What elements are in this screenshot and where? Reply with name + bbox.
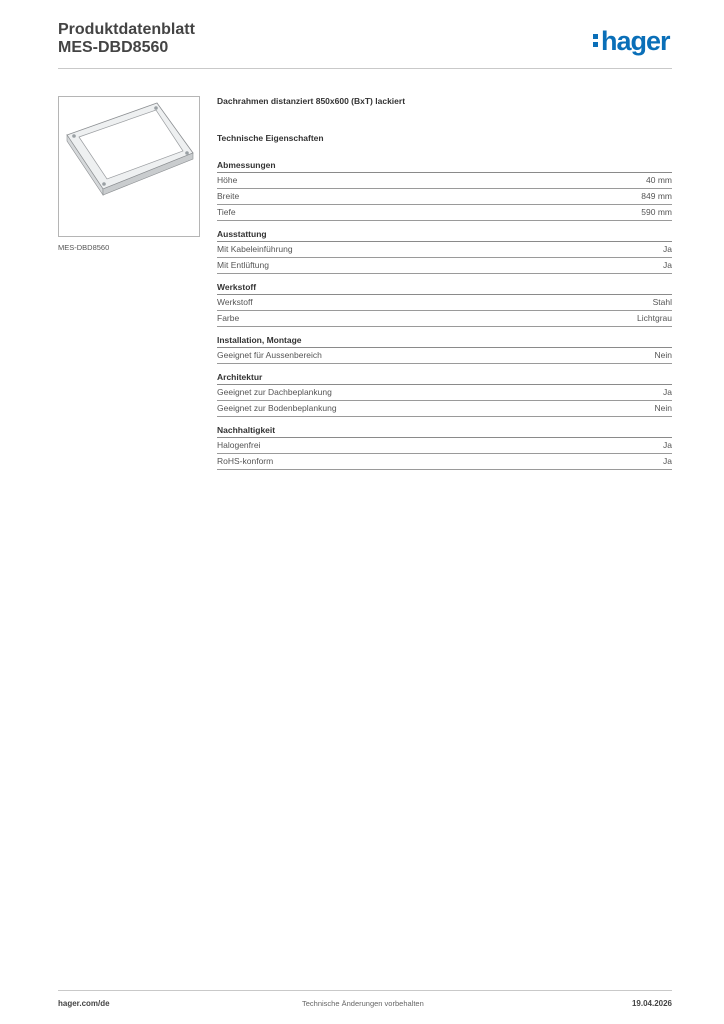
product-description: Dachrahmen distanziert 850x600 (BxT) lackiert <box>217 96 406 106</box>
table-row <box>217 295 672 311</box>
section-title: Nachhaltigkeit <box>217 424 672 438</box>
footer-notice: Technische Änderungen vorbehalten <box>302 999 424 1008</box>
property-value: Ja <box>663 244 672 254</box>
table-row <box>217 401 672 417</box>
product-number: MES-DBD8560 <box>58 39 169 56</box>
section-ausstattung <box>217 228 672 274</box>
product-image <box>58 96 200 237</box>
document-title: Produktdatenblatt <box>58 21 195 38</box>
section-title: Installation, Montage <box>217 334 672 348</box>
property-value: Ja <box>663 387 672 397</box>
section-werkstoff <box>217 281 672 327</box>
header-divider <box>58 68 672 69</box>
table-row <box>217 438 672 454</box>
section-title: Werkstoff <box>217 281 672 295</box>
table-row <box>217 242 672 258</box>
property-value: Nein <box>654 350 672 360</box>
logo-text: hager <box>601 26 670 56</box>
table-row <box>217 189 672 205</box>
property-value: Stahl <box>652 297 672 307</box>
hager-logo[interactable] <box>593 28 670 55</box>
section-abmessungen <box>217 159 672 221</box>
property-value: 590 mm <box>641 207 672 217</box>
property-label: Geeignet zur Bodenbeplankung <box>217 403 337 413</box>
property-value: Ja <box>663 456 672 466</box>
table-row <box>217 348 672 364</box>
section-architektur <box>217 371 672 417</box>
table-row <box>217 311 672 327</box>
section-title: Abmessungen <box>217 159 672 173</box>
logo-dots-icon <box>593 31 599 50</box>
property-value: Nein <box>654 403 672 413</box>
property-value: Lichtgrau <box>637 313 672 323</box>
footer-divider <box>58 990 672 991</box>
property-value: Ja <box>663 260 672 270</box>
table-row <box>217 173 672 189</box>
table-row <box>217 454 672 470</box>
property-label: Mit Entlüftung <box>217 260 269 270</box>
property-label: Halogenfrei <box>217 440 261 450</box>
property-label: Höhe <box>217 175 238 185</box>
roof-frame-illustration <box>59 97 199 236</box>
property-label: Werkstoff <box>217 297 253 307</box>
table-row <box>217 258 672 274</box>
property-value: Ja <box>663 440 672 450</box>
technical-properties-heading: Technische Eigenschaften <box>217 133 324 143</box>
section-title: Ausstattung <box>217 228 672 242</box>
property-value: 40 mm <box>646 175 672 185</box>
property-label: Farbe <box>217 313 240 323</box>
property-value: 849 mm <box>641 191 672 201</box>
property-label: Geeignet für Aussenbereich <box>217 350 322 360</box>
product-details <box>217 96 672 477</box>
property-label: Breite <box>217 191 240 201</box>
property-label: Geeignet zur Dachbeplankung <box>217 387 332 397</box>
section-nachhaltigkeit <box>217 424 672 470</box>
section-title: Architektur <box>217 371 672 385</box>
section-installation-montage <box>217 334 672 364</box>
property-label: Mit Kabeleinführung <box>217 244 293 254</box>
table-row <box>217 205 672 221</box>
footer-date: 19.04.2026 <box>631 999 672 1008</box>
property-label: RoHS-konform <box>217 456 274 466</box>
image-caption: MES-DBD8560 <box>58 243 110 252</box>
table-row <box>217 385 672 401</box>
property-label: Tiefe <box>217 207 236 217</box>
footer-website-link[interactable]: hager.com/de <box>58 999 110 1008</box>
